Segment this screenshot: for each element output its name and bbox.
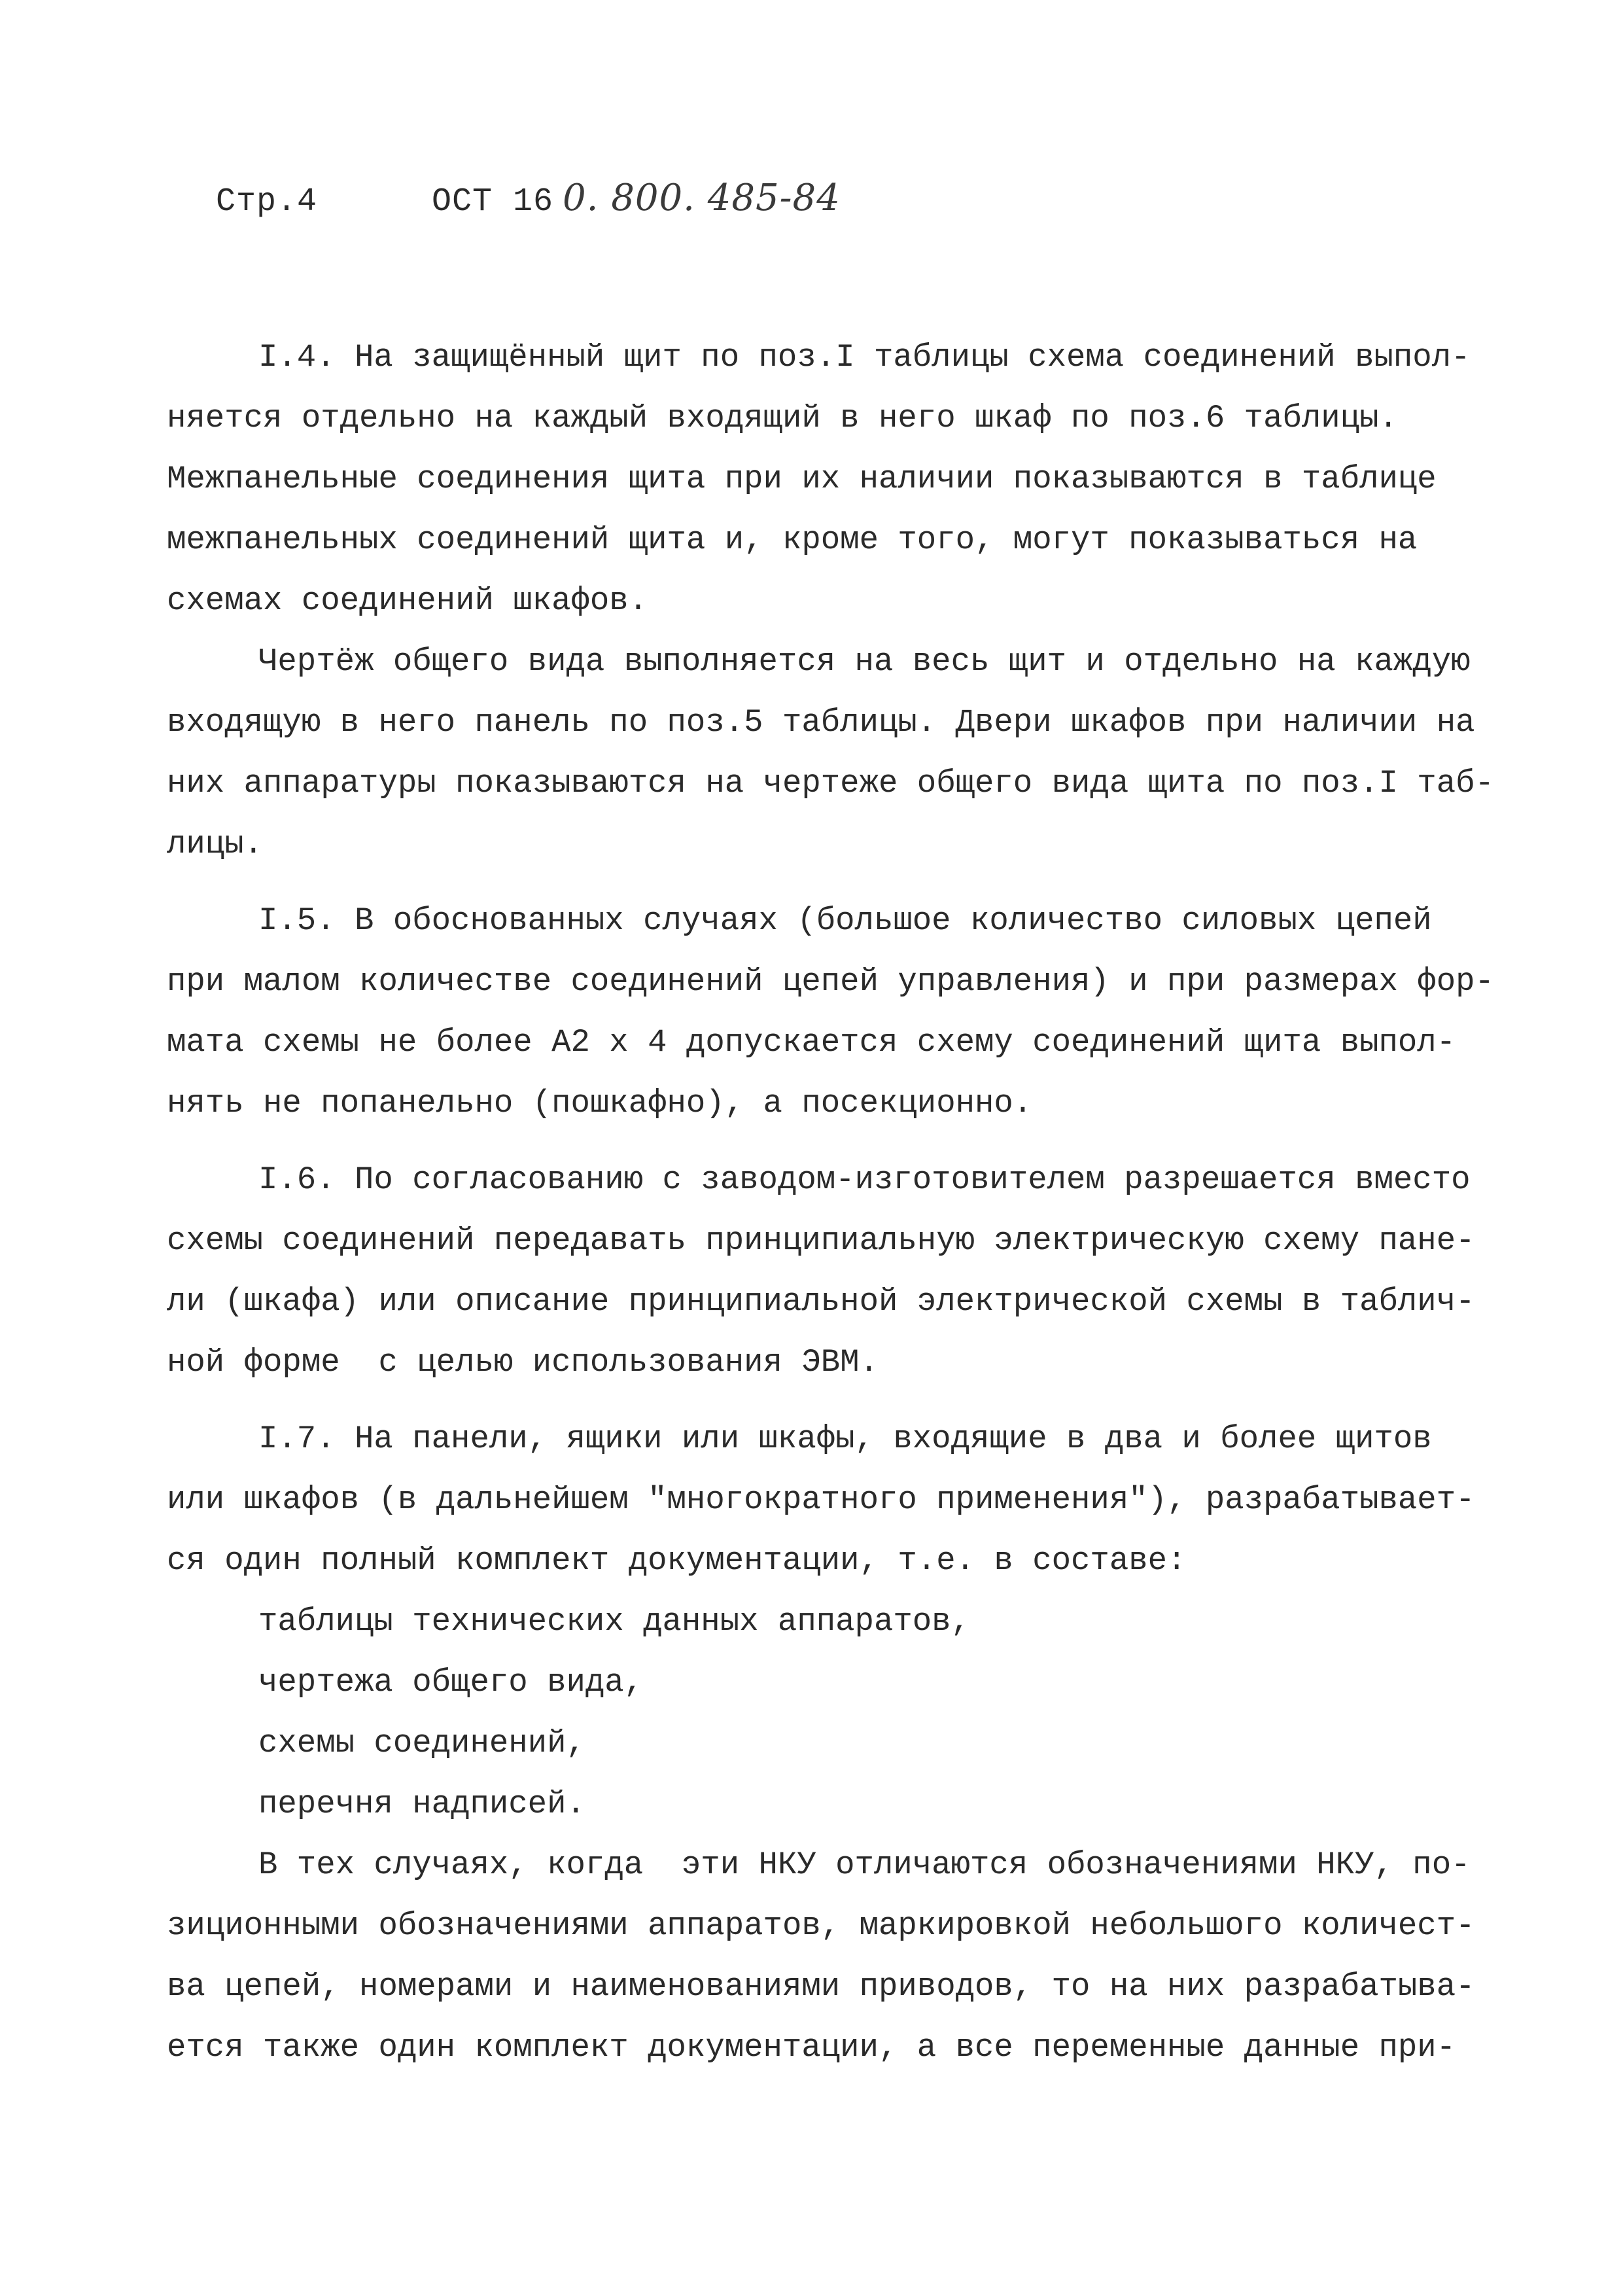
text-line: ется также один комплект документации, а все переменные данные при- xyxy=(167,2029,1456,2066)
text-line: лицы. xyxy=(167,826,264,862)
paragraph-general-view xyxy=(167,631,1494,875)
text-line: I.6. По согласованию с заводом-изготовителем разрешается вместо xyxy=(258,1161,1471,1198)
text-line: них аппаратуры показываются на чертеже общего вида щита по поз.I таб- xyxy=(167,765,1494,802)
text-line: I.4. На защищённый щит по поз.I таблицы схема соединений выпол- xyxy=(258,339,1471,376)
list-item: схемы соединений, xyxy=(258,1725,585,1761)
text-line: при малом количестве соединений цепей управления) и при размерах фор- xyxy=(167,963,1494,1000)
text-line: нять не попанельно (пошкафно), а посекционно. xyxy=(167,1085,1033,1122)
list-item: перечня надписей. xyxy=(258,1786,585,1822)
text-line: I.7. На панели, ящики или шкафы, входящие в два и более щитов xyxy=(258,1421,1432,1457)
text-line: Чертёж общего вида выполняется на весь щит и отдельно на каждую xyxy=(258,643,1471,680)
text-line: I.5. В обоснованных случаях (большое количество силовых цепей xyxy=(258,902,1432,939)
paragraph-nku-cases xyxy=(167,1835,1482,2078)
text-line: ва цепей, номерами и наименованиями приводов, то на них разрабатыва- xyxy=(167,1968,1475,2005)
paragraph-1-7 xyxy=(167,1409,1482,1835)
paragraph-1-5 xyxy=(167,891,1494,1134)
paragraph-1-6 xyxy=(167,1150,1482,1393)
text-line: или шкафов (в дальнейшем "многократного применения"), разрабатывает- xyxy=(167,1481,1475,1518)
standard-code: ОСТ 16 xyxy=(432,183,554,221)
text-line: зиционными обозначениями аппаратов, маркировкой небольшого количест- xyxy=(167,1907,1475,1944)
page-header xyxy=(216,177,841,221)
text-line: В тех случаях, когда эти НКУ отличаются обозначениями НКУ, по- xyxy=(258,1846,1471,1883)
text-line: межпанельных соединений щита и, кроме того, могут показываться на xyxy=(167,521,1418,558)
text-line: мата схемы не более А2 х 4 допускается схему соединений щита выпол- xyxy=(167,1024,1456,1061)
text-line: схемах соединений шкафов. xyxy=(167,582,648,619)
page-number: Стр.4 xyxy=(216,183,318,221)
document-body xyxy=(167,327,1494,2078)
text-line: ли (шкафа) или описание принципиальной электрической схемы в таблич- xyxy=(167,1283,1475,1320)
list-item: чертежа общего вида, xyxy=(258,1664,644,1701)
text-line: ся один полный комплект документации, т.е. в составе: xyxy=(167,1542,1187,1579)
list-item: таблицы технических данных аппаратов, xyxy=(258,1603,970,1640)
paragraph-1-4 xyxy=(167,327,1482,631)
text-line: няется отдельно на каждый входящий в него шкаф по поз.6 таблицы. xyxy=(167,400,1398,436)
text-line: схемы соединений передавать принципиальную электрическую схему пане- xyxy=(167,1222,1475,1259)
text-line: ной форме с целью использования ЭВМ. xyxy=(167,1344,879,1381)
standard-code-handwritten: 0. 800. 485-84 xyxy=(563,177,841,219)
text-line: Межпанельные соединения щита при их наличии показываются в таблице xyxy=(167,461,1437,497)
text-line: входящую в него панель по поз.5 таблицы. Двери шкафов при наличии на xyxy=(167,704,1475,741)
